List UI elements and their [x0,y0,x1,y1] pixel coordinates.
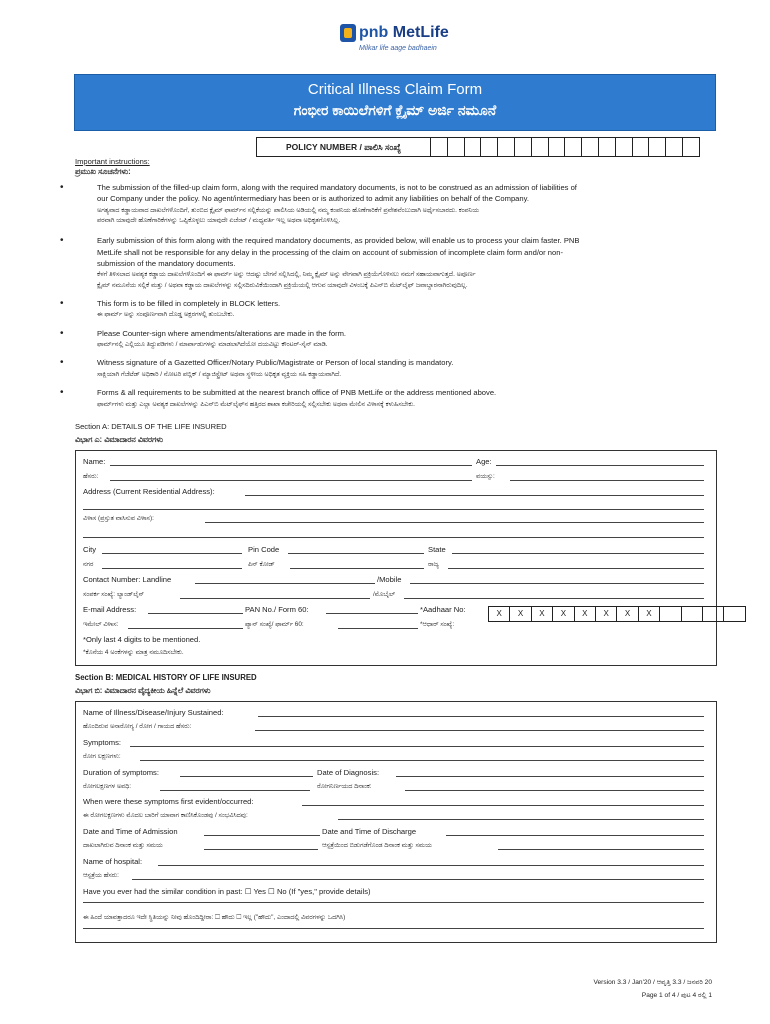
email-input[interactable] [148,613,243,614]
age-label-kn: ವಯಸ್ಸು: [476,473,495,480]
brand-tagline: Milkar life aage badhaein [359,45,437,52]
instruction-2-en: Early submission of this form along with the required mandatory documents, as provided below, will enable us to process your claim faster. PNB [97,236,580,245]
address-input-kn-line[interactable] [83,537,704,538]
similar-condition-label-kn: ಈ ಹಿಂದೆ ಯಾವತ್ತಾದರೂ ಇದೇ ಸ್ಥಿತಿಯನ್ನು ನೀವು ಹೊಂದಿದ್ದೀರಾ: [83,914,214,921]
aadhaar-masked-digit: X [532,607,553,621]
form-title-en: Critical Illness Claim Form [307,81,483,98]
hospital-input-kn[interactable] [132,879,704,880]
similar-condition-details-input-kn[interactable] [83,928,704,929]
policy-digit-box[interactable] [465,138,482,156]
email-label-kn: ಇಮೇಲ್ ವಿಳಾಸ: [83,621,119,628]
policy-number-field[interactable] [256,137,700,157]
landline-label-kn: ಸಂಪರ್ಕ ಸಂಖ್ಯೆ: ಲ್ಯಾಂಡ್‌ಲೈನ್ [83,591,145,598]
bullet: • [60,328,64,339]
discharge-input-kn[interactable] [498,849,704,850]
instruction-6-en: Forms & all requirements to be submitted at the nearest branch office of PNB MetLife or the address mentioned above. [97,388,497,397]
state-label: State [428,545,446,554]
instruction-2-en: submission of the mandatory documents. [97,259,236,268]
aadhaar-note-kn: *ಕೊನೆಯ 4 ಅಂಕೆಗಳನ್ನು ಮಾತ್ರ ನಮೂದಿಸಬೇಕು. [83,649,184,656]
duration-input-kn[interactable] [160,790,310,791]
instruction-4-kn: ಫಾರ್ಮ್‌ನಲ್ಲಿ ಎಲ್ಲಿಯೂ ತಿದ್ದುಪಡಿಗಳು / ಮಾರ್ಪಾಡುಗಳನ್ನು ಮಾಡಲಾಗಿದೆಯೋ ದಯವಿಟ್ಟು ಕೌಂಟರ್-ಸೈನ್ ಮಾಡಿ. [97,341,328,348]
city-input[interactable] [102,553,242,554]
address-input-kn[interactable] [205,522,704,523]
city-input-kn[interactable] [102,568,242,569]
landline-input-kn[interactable] [180,598,370,599]
instruction-5-kn: ಸಾಕ್ಷಿಯಾಗಿ ಗೆಜೆಟೆಡ್ ಅಧಿಕಾರಿ / ನೋಟರಿ ಪಬ್ಲಿಕ್ / ಮ್ಯಾಜಿಸ್ಟ್ರೇಟ್ ಅಥವಾ ಸ್ಥಳೀಯ ಅಧಿಕೃತ ವ್ಯಕ್ತಿಯ ಸಹಿ ಕಡ್ಡಾಯವಾಗಿದೆ. [97,371,342,378]
diagnosis-date-input[interactable] [396,776,704,777]
version-info: Version 3.3 / Jan'20 / ಆವೃತ್ತಿ 3.3 / ಜನವರಿ 20 [593,979,712,986]
diagnosis-date-input-kn[interactable] [405,790,704,791]
name-input-kn[interactable] [110,480,472,481]
aadhaar-masked-digit: X [575,607,596,621]
policy-digit-box[interactable] [649,138,666,156]
mobile-label-kn: /ಮೊಬೈಲ್ [373,591,396,598]
pan-input-kn[interactable] [338,628,418,629]
illness-label-kn: ಹೊಂದಿರುವ ಅನಾರೋಗ್ಯ / ರೋಗ / ಗಾಯದ ಹೆಸರು: [83,723,192,730]
instruction-2-kn: ಕ್ಲೈಮ್ ನಮೂನೆಯ ಸಲ್ಲಿಕೆ ಮತ್ತು / ಅಥವಾ ಕಡ್ಡಾಯ ದಾಖಲೆಗಳನ್ನು ಸಲ್ಲಿಸದಿರುವಿಕೆಯಿಂದಾಗಿ ಪ್ರಕ್ರಿಯೆಯಲ್ಲಿ ಆಗುವ ಯಾವುದೇ ವಿಳಂಬಕ್ಕೆ ಪಿಎನ್‌ಬಿ ಮೆಟ್‌ಲೈಫ್ ಜವಾಬ್ದಾರನಾಗಿರುವುದಿಲ್ಲ. [97,282,468,289]
policy-digit-box[interactable] [683,138,699,156]
instruction-2-en: MetLife shall not be responsible for any delay in the processing of the claim on account of submission of incomplete claim form and/or non- [97,248,563,257]
instructions-title-kn: ಪ್ರಮುಖ ಸೂಚನೆಗಳು: [75,167,131,176]
aadhaar-masked-digit: X [553,607,574,621]
section-b-title-en: Section B: MEDICAL HISTORY OF LIFE INSURED [75,673,257,682]
aadhaar-masked-digit: X [639,607,660,621]
policy-digit-box[interactable] [448,138,465,156]
bullet: • [60,357,64,368]
admission-input-kn[interactable] [204,849,318,850]
state-label-kn: ರಾಜ್ಯ [428,561,439,568]
illness-label: Name of Illness/Disease/Injury Sustained: [83,708,224,717]
policy-digit-box[interactable] [633,138,650,156]
mobile-input-kn[interactable] [404,598,704,599]
landline-input[interactable] [195,583,375,584]
address-input-line[interactable] [83,509,704,510]
similar-condition-question-kn [83,914,345,922]
policy-number-label: POLICY NUMBER / ಪಾಲಿಸಿ ಸಂಖ್ಯೆ [257,138,431,156]
yes-label-kn: ಹೌದು [221,914,235,921]
state-input[interactable] [452,553,704,554]
policy-digit-box[interactable] [498,138,515,156]
similar-condition-label: Have you ever had the similar condition in past: [83,887,243,896]
bullet: • [60,235,64,246]
instruction-3-en: This form is to be filled in completely in BLOCK letters. [97,299,281,308]
symptoms-input-kn[interactable] [140,760,704,761]
policy-digit-box[interactable] [616,138,633,156]
city-label: City [83,545,97,554]
symptoms-evident-input-kn[interactable] [338,819,704,820]
symptoms-input[interactable] [130,746,704,747]
admission-input[interactable] [204,835,320,836]
aadhaar-digit-box[interactable] [682,607,703,621]
section-b-box [75,701,717,943]
duration-label-kn: ರೋಗಲಕ್ಷಣಗಳ ಅವಧಿ: [83,783,132,790]
aadhaar-masked-digit: X [510,607,531,621]
policy-digit-box[interactable] [515,138,532,156]
section-a-box [75,450,717,666]
page-number: Page 1 of 4 / ಪುಟ 4 ರಲ್ಲಿ 1 [641,992,712,999]
discharge-label-kn: ಆಸ್ಪತ್ರೆಯಿಂದ ಬಿಡುಗಡೆಗೊಂಡ ದಿನಾಂಕ ಮತ್ತು ಸಮಯ [322,842,432,849]
discharge-input[interactable] [446,835,704,836]
instruction-2-kn: ಕೆಳಗೆ ತಿಳಿಸಲಾದ ಅವಶ್ಯಕ ಕಡ್ಡಾಯ ದಾಖಲೆಗಳೊಂದಿಗೆ ಈ ಫಾರ್ಮ್ ಅನ್ನು ಆದಷ್ಟು ಬೇಗನೆ ಸಲ್ಲಿಸಿದಲ್ಲಿ, ನಿಮ್ಮ ಕ್ಲೈಮ್ ಅನ್ನು ವೇಗವಾಗಿ ಪ್ರಕ್ರಿಯೆಗೊಳಿಸಲು ನಮಗೆ ಸಹಾಯವಾಗುತ್ತದೆ. ಅಪೂರ್ಣ [97,271,476,278]
aadhaar-digit-box[interactable] [724,607,744,621]
symptoms-evident-input[interactable] [302,805,704,806]
no-checkbox[interactable]: ☐ [268,887,275,896]
form-title-banner [74,74,716,131]
bullet: • [60,298,64,309]
mobile-label: /Mobile [377,575,402,584]
instruction-1-en: The submission of the filled-up claim form, along with the required mandatory documents, is not to be construed as an admission of liabilities of [97,183,577,192]
aadhaar-digit-box[interactable] [660,607,681,621]
policy-digit-box[interactable] [431,138,448,156]
instruction-4-en: Please Counter-sign where amendments/alterations are made in the form. [97,329,347,338]
policy-digit-box[interactable] [666,138,683,156]
aadhaar-note-en: *Only last 4 digits to be mentioned. [83,635,201,644]
email-input-kn[interactable] [128,628,243,629]
aadhaar-digit-boxes[interactable] [488,606,746,622]
name-label: Name: [83,457,106,466]
age-input[interactable] [496,465,704,466]
age-input-kn[interactable] [510,480,704,481]
bullet: • [60,182,64,193]
pin-code-label-kn: ಪಿನ್ ಕೋಡ್ [248,561,275,568]
illness-input[interactable] [258,716,704,717]
pin-code-input[interactable] [288,553,424,554]
pan-label: PAN No./ Form 60: [245,605,309,614]
aadhaar-masked-digit: X [489,607,510,621]
yes-label: Yes [253,887,266,896]
illness-input-kn[interactable] [255,730,704,731]
instruction-3-kn: ಈ ಫಾರ್ಮ್ ಅನ್ನು ಸಂಪೂರ್ಣವಾಗಿ ದೊಡ್ಡ ಅಕ್ಷರಗಳಲ್ಲಿ ತುಂಬಬೇಕು. [97,311,235,318]
symptoms-evident-label: When were these symptoms first evident/occurred: [83,797,254,806]
pin-code-label: Pin Code [248,545,280,554]
aadhaar-label-kn: *ಆಧಾರ್ ಸಂಖ್ಯೆ: [420,621,455,628]
similar-condition-details-input[interactable] [83,902,704,903]
aadhaar-label: *Aadhaar No: [420,605,466,614]
policy-digit-box[interactable] [532,138,549,156]
duration-input[interactable] [180,776,313,777]
hospital-label-kn: ಆಸ್ಪತ್ರೆಯ ಹೆಸರು: [83,872,119,879]
similar-condition-question [83,887,371,897]
section-a-title-en: Section A: DETAILS OF THE LIFE INSURED [75,422,227,431]
no-checkbox-kn[interactable]: ☐ [236,914,242,921]
hospital-label: Name of hospital: [83,857,143,866]
pnb-metlife-logo [340,24,460,64]
instruction-1-en: our Company under the policy. No agent/intermediary has been or is authorized to admit any liabilities on behalf of the Company. [97,194,529,203]
section-b-title-kn: ವಿಭಾಗ ಬಿ: ವಿಮಾದಾರನ ವೈದ್ಯಕೀಯ ಹಿನ್ನೆಲೆ ವಿವರಗಳು [75,686,211,695]
pan-input[interactable] [326,613,418,614]
pin-code-input-kn[interactable] [290,568,424,569]
aadhaar-digit-box[interactable] [703,607,724,621]
policy-digit-box[interactable] [565,138,582,156]
policy-digit-box[interactable] [599,138,616,156]
state-input-kn[interactable] [448,568,704,569]
admission-label: Date and Time of Admission [83,827,178,836]
yes-checkbox-kn[interactable]: ☐ [214,914,220,921]
policy-digit-box[interactable] [549,138,566,156]
name-label-kn: ಹೆಸರು: [83,473,99,480]
yes-checkbox[interactable]: ☐ [244,887,252,896]
section-a-title-kn: ವಿಭಾಗ ಎ: ವಿಮಾದಾರನ ವಿವರಗಳು [75,435,163,444]
aadhaar-masked-digit: X [617,607,638,621]
brand-name: pnb MetLife [359,24,449,41]
instruction-6-kn: ಫಾರ್ಮ್‌ಗಳು ಮತ್ತು ಎಲ್ಲಾ ಅವಶ್ಯಕ ದಾಖಲೆಗಳನ್ನು ಪಿಎನ್‌ಬಿ ಮೆಟ್‌ಲೈಫ್‌ನ ಹತ್ತಿರದ ಶಾಖಾ ಕಚೇರಿಯಲ್ಲಿ ಸಲ್ಲಿಸಬೇಕು ಅಥವಾ ಮೇಲಿನ ವಿಳಾಸಕ್ಕೆ ಕಳುಹಿಸಬೇಕು. [97,401,415,408]
mobile-input[interactable] [410,583,704,584]
address-label-kn: ವಿಳಾಸ (ಪ್ರಸ್ತುತ ವಾಸಿಸುವ ವಿಳಾಸ): [83,515,154,522]
no-label-kn: ಇಲ್ಲ ("ಹೌದು", ಎಂದಾದಲ್ಲಿ ವಿವರಗಳನ್ನು ಒದಗಿಸಿ) [242,914,346,921]
policy-digit-box[interactable] [582,138,599,156]
age-label: Age: [476,457,492,466]
aadhaar-masked-digit: X [596,607,617,621]
email-label: E-mail Address: [83,605,137,614]
address-label: Address (Current Residential Address): [83,487,215,496]
symptoms-label: Symptoms: [83,738,121,747]
symptoms-evident-label-kn: ಈ ರೋಗಲಕ್ಷಣಗಳು ಮೊದಲ ಬಾರಿಗೆ ಯಾವಾಗ ಕಾಣಿಸಿಕೊಂಡವು / ಸಂಭವಿಸಿದವು: [83,812,248,819]
hospital-input[interactable] [158,865,704,866]
policy-digit-box[interactable] [481,138,498,156]
duration-label: Duration of symptoms: [83,768,159,777]
name-input[interactable] [110,465,472,466]
symptoms-label-kn: ರೋಗ ಲಕ್ಷಣಗಳು: [83,753,121,760]
diagnosis-date-label: Date of Diagnosis: [317,768,380,777]
instruction-1-kn: ಪರವಾಗಿ ಯಾವುದೇ ಹೊಣೆಗಾರಿಕೆಗಳನ್ನು ಒಪ್ಪಿಕೊಳ್ಳಲು ಯಾವುದೇ ಏಜೆಂಟ್ / ಮಧ್ಯವರ್ತಿ ಇಲ್ಲ ಅಥವಾ ಅಧಿಕೃತಗೊಳಿಸಿಲ್ಲ. [97,217,341,224]
landline-label: Contact Number: Landline [83,575,172,584]
city-label-kn: ನಗರ [83,561,94,568]
instructions-title-en: Important instructions: [75,157,150,166]
no-label: No (If "yes," provide details) [276,887,371,896]
pnb-logo-icon [340,24,356,42]
discharge-label: Date and Time of Discharge [322,827,417,836]
instruction-1-kn: ಅಗತ್ಯವಾದ ಕಡ್ಡಾಯವಾದ ದಾಖಲೆಗಳೊಂದಿಗೆ, ತುಂಬಿದ ಕ್ಲೈಮ್ ಫಾರ್ಮ್‌ನ ಸಲ್ಲಿಕೆಯನ್ನು ಪಾಲಿಸಿಯ ಅಡಿಯಲ್ಲಿ ನಮ್ಮ ಕಂಪನಿಯ ಹೊಣೆಗಾರಿಕೆಗೆ ಪ್ರವೇಶವೆಂಬುದಾಗಿ ಅರ್ಥೈಸಬಾರದು. ಕಂಪನಿಯ [97,207,479,214]
instruction-5-en: Witness signature of a Gazetted Officer/Notary Public/Magistrate or Person of local standing is mandatory. [97,358,454,367]
form-title-kn: ಗಂಭೀರ ಕಾಯಿಲೆಗಳಿಗೆ ಕ್ಲೈಮ್ ಅರ್ಜಿ ನಮೂನೆ [293,102,497,118]
diagnosis-date-label-kn: ರೋಗನಿರ್ಣಯದ ದಿನಾಂಕ: [317,783,372,790]
admission-label-kn: ದಾಖಲಾಗಿರುವ ದಿನಾಂಕ ಮತ್ತು ಸಮಯ [83,842,163,849]
bullet: • [60,387,64,398]
address-input[interactable] [245,495,704,496]
pan-label-kn: ಪ್ಯಾನ್ ಸಂಖ್ಯೆ/ ಫಾರ್ಮ್ 60: [245,621,304,628]
